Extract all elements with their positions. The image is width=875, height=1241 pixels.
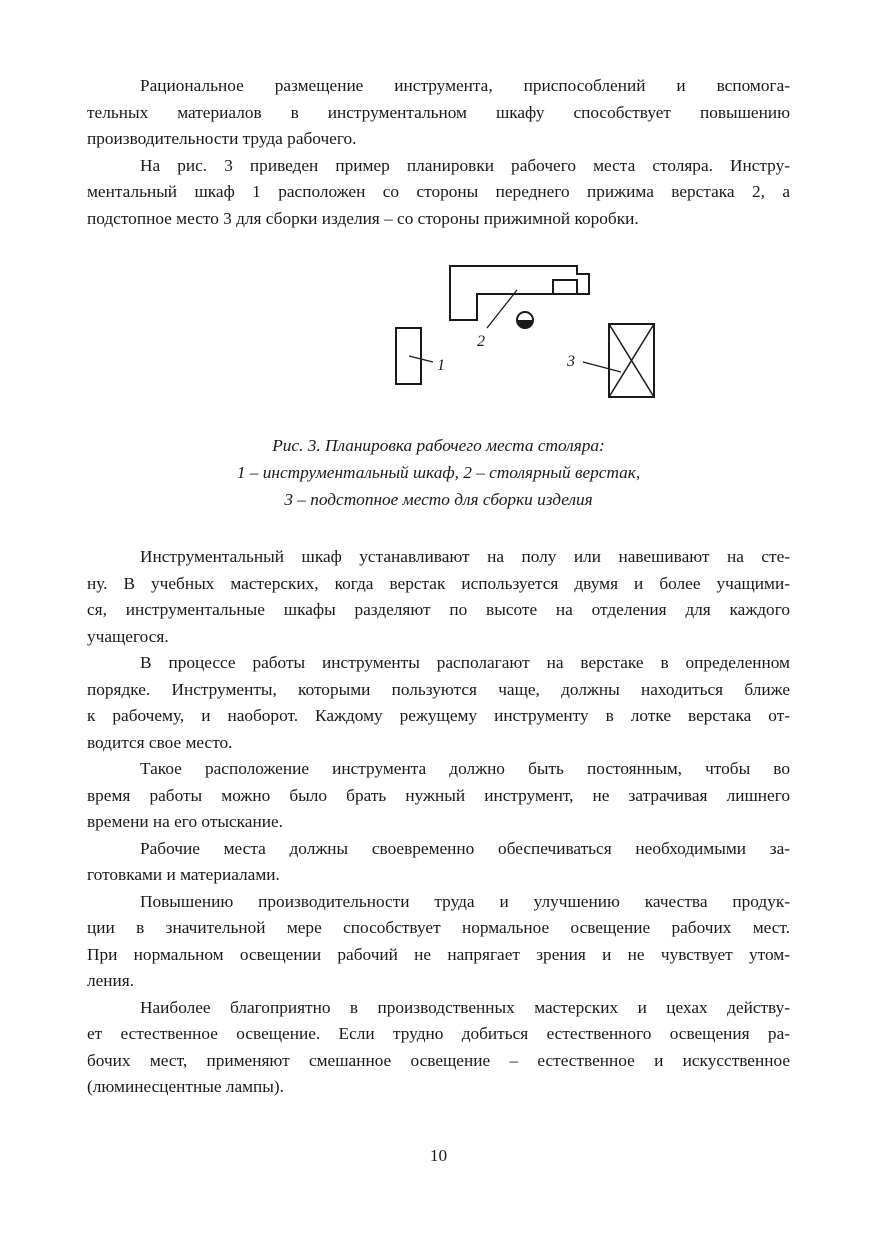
paragraph — [87, 544, 790, 650]
text-line: бочих мест, применяют смешанное освещение – естественное и искусственное — [87, 1050, 790, 1070]
text-line: Повышению производительности труда и улучшению качества продук- — [140, 891, 790, 911]
paragraph — [87, 995, 790, 1101]
text-line: При нормальном освещении рабочий не напрягает зрения и не чувствует утом- — [87, 944, 790, 964]
text-line: порядке. Инструменты, которыми пользуются чаще, должны находиться ближе — [87, 679, 790, 699]
text-line: времени на его отыскание. — [87, 812, 283, 831]
label-3: 3 — [567, 353, 575, 370]
text-line: Инструментальный шкаф устанавливают на полу или навешивают на сте- — [140, 547, 790, 566]
leader-line-3 — [583, 362, 621, 372]
intro-block — [87, 73, 790, 232]
text-line: к рабочему, и наоборот. Каждому режущему инструменту в лотке верстака от- — [87, 706, 790, 725]
figure-caption — [87, 432, 790, 513]
text-line: ну. В учебных мастерских, когда верстак используется двумя и более учащими- — [87, 573, 790, 593]
text-line: ментальный шкаф 1 расположен со стороны переднего прижима верстака 2, а — [87, 182, 790, 201]
text-line: Рабочие места должны своевременно обеспечиваться необходимыми за- — [140, 838, 790, 858]
paragraph — [87, 836, 790, 889]
tool-cabinet-shape — [396, 328, 421, 384]
caption-line: Рис. 3. Планировка рабочего места столяра: — [272, 436, 605, 455]
label-1: 1 — [437, 357, 445, 374]
paragraph — [87, 889, 790, 995]
page-number: 10 — [429, 1146, 448, 1165]
text-line: Рациональное размещение инструмента, приспособлений и вспомога- — [140, 76, 790, 95]
text-line: учащегося. — [87, 626, 169, 646]
text-line: водится свое место. — [87, 732, 233, 752]
label-2: 2 — [477, 333, 485, 350]
paragraph — [87, 153, 790, 233]
text-line: Наиболее благоприятно в производственных мастерских и цехах действу- — [140, 997, 790, 1017]
text-line: В процессе работы инструменты располагают на верстаке в определенном — [140, 653, 790, 672]
text-line: ся, инструментальные шкафы разделяют по высоте на отделения для каждого — [87, 600, 790, 619]
text-line: тельных материалов в инструментальном шкафу способствует повышению — [87, 102, 790, 122]
text-line: Такое расположение инструмента должно быть постоянным, чтобы во — [140, 759, 790, 778]
paragraph — [87, 73, 790, 153]
paragraph — [87, 756, 790, 836]
text-line: производительности труда рабочего. — [87, 129, 357, 148]
text-line: готовками и материалами. — [87, 865, 280, 884]
workbench-vise — [553, 280, 577, 294]
text-line: ления. — [87, 971, 135, 990]
text-line: время работы можно было брать нужный инструмент, не затрачивая лишнего — [87, 785, 790, 805]
caption-line: 3 – подстопное место для сборки изделия — [284, 490, 593, 509]
text-line: На рис. 3 приведен пример планировки рабочего места столяра. Инстру- — [140, 155, 790, 175]
text-line: (люминесцентные лампы). — [87, 1077, 284, 1096]
text-line: подстопное место 3 для сборки изделия – со стороны прижимной коробки. — [87, 208, 639, 228]
leader-line-2 — [487, 290, 517, 328]
text-line: ет естественное освещение. Если трудно добиться естественного освещения ра- — [87, 1024, 790, 1043]
caption-line: 1 – инструментальный шкаф, 2 – столярный верстак, — [236, 463, 641, 482]
workplace-layout-figure — [377, 262, 677, 412]
paragraph — [87, 650, 790, 756]
body-block — [87, 544, 790, 1101]
text-line: ции в значительной мере способствует нормальное освещение рабочих мест. — [87, 918, 790, 937]
